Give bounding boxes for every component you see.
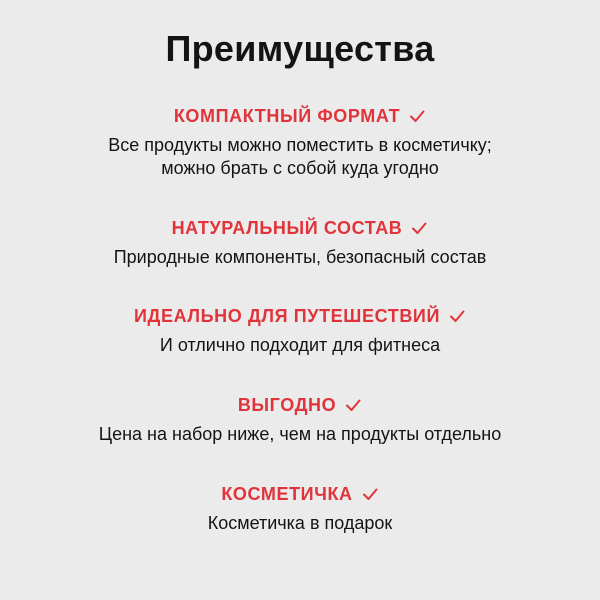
check-icon: [410, 219, 428, 237]
benefit-heading: [0, 216, 600, 240]
benefit-item-natural: [0, 216, 600, 269]
benefit-description-line: Цена на набор ниже, чем на продукты отдельно: [98, 424, 502, 444]
check-icon: [408, 107, 426, 125]
benefit-heading-text: ИДЕАЛЬНО ДЛЯ ПУТЕШЕСТВИЙ: [134, 305, 440, 326]
benefit-item-value: [0, 393, 600, 446]
benefit-description: [0, 512, 600, 535]
benefit-heading-text: НАТУРАЛЬНЫЙ СОСТАВ: [171, 217, 403, 238]
benefit-heading: [0, 393, 600, 417]
benefit-heading: [0, 104, 600, 128]
benefit-description: [0, 134, 600, 180]
benefit-heading: [0, 482, 600, 506]
benefit-heading-text: КОМПАКТНЫЙ ФОРМАТ: [173, 105, 401, 126]
check-icon: [448, 307, 466, 325]
benefit-heading-text: ВЫГОДНО: [237, 394, 337, 415]
page-title: Преимущества: [165, 28, 435, 69]
benefit-description: [0, 334, 600, 357]
benefit-heading: [0, 304, 600, 328]
check-icon: [361, 485, 379, 503]
benefit-description-line: Косметичка в подарок: [207, 513, 393, 533]
benefit-description: [0, 246, 600, 269]
benefit-heading-text: КОСМЕТИЧКА: [221, 483, 353, 504]
benefit-item-cosmetic-bag: [0, 482, 600, 535]
benefit-item-compact: [0, 104, 600, 180]
benefit-description-line: Все продукты можно поместить в косметичку;: [108, 135, 492, 155]
benefit-description: [0, 423, 600, 446]
benefit-description-line: И отлично подходит для фитнеса: [159, 335, 441, 355]
benefit-description-line: Природные компоненты, безопасный состав: [113, 247, 487, 267]
benefit-description-line: можно брать с собой куда угодно: [161, 158, 439, 178]
benefit-item-travel: [0, 304, 600, 357]
check-icon: [344, 396, 362, 414]
